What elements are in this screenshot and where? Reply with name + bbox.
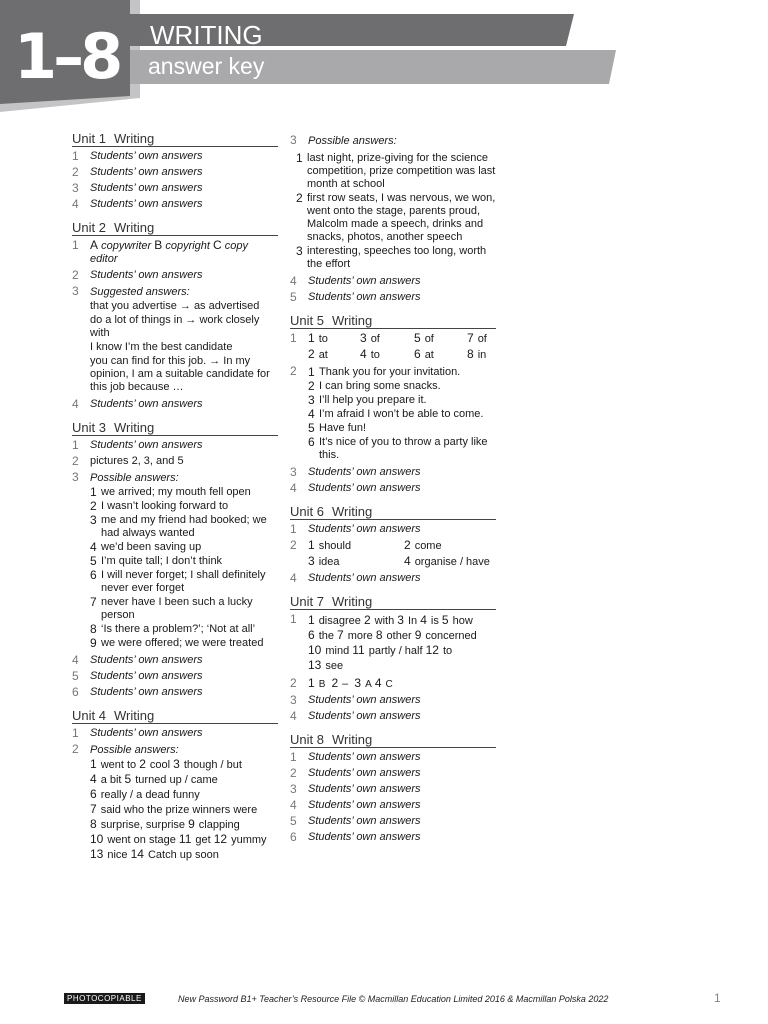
item-number: 6 <box>72 685 79 699</box>
unit-heading <box>290 595 496 610</box>
unit-6 <box>290 505 496 585</box>
item-text: Students’ own answers <box>90 182 203 194</box>
item-text: Suggested answers: that you advertise → as advertised do a lot of things in → work closely with I know I’m the best candidate you can find for this job. → In my opinion, I am a suitable candidate for this job because … <box>90 286 270 393</box>
unit-title: Unit 7 <box>290 594 324 609</box>
sub-answer: 6 I will never forget; I shall definitely never ever forget <box>90 568 266 594</box>
unit-heading <box>72 709 278 724</box>
answer-grid: 1 should 2 come 3 idea 4 organise / have <box>308 538 490 568</box>
item-number: 1 <box>290 750 297 764</box>
item-number: 1 <box>72 149 79 163</box>
answer-item <box>72 439 278 452</box>
unit-title: Unit 1 <box>72 131 106 146</box>
unit-3 <box>72 421 278 699</box>
sub-answer: 3 I’ll help you prepare it. <box>308 393 427 407</box>
sub-answer: 2 I wasn’t looking forward to <box>90 499 229 513</box>
sub-answer: 6 It’s nice of you to throw a party like this. <box>308 435 488 461</box>
unit-1 <box>72 132 278 211</box>
item-number: 2 <box>72 454 79 468</box>
sub-answer: 1 Thank you for your invitation. <box>308 365 461 379</box>
answer-item <box>72 285 278 395</box>
item-text: Possible answers: <box>308 135 397 147</box>
answer-line: 13 nice 14 Catch up soon <box>90 847 219 861</box>
item-number: 1 <box>72 238 79 252</box>
item-text: pictures 2, 3, and 5 <box>90 455 184 467</box>
sub-answer: 5 I’m quite tall; I don’t think <box>90 554 223 568</box>
answer-item <box>290 751 496 764</box>
right-column <box>290 134 496 854</box>
unit-section: Writing <box>113 708 155 723</box>
sub-answer: 9 we were offered; we were treated <box>90 636 264 650</box>
answer-item <box>290 815 496 828</box>
unit-title: Unit 6 <box>290 504 324 519</box>
item-text: Students’ own answers <box>308 831 421 843</box>
answer-grid: 1 to 3 of 5 of 7 of 2 at 4 to 6 at 8 in <box>308 331 487 361</box>
item-text <box>308 365 496 463</box>
item-text: Students’ own answers <box>308 523 421 535</box>
answer-line: 7 said who the prize winners were <box>90 802 258 816</box>
item-number: 2 <box>290 538 297 552</box>
sub-answer: 3 interesting, speeches too long, worth the effort <box>296 244 487 270</box>
unit-range: 1–8 <box>14 20 120 93</box>
answer-item <box>290 677 496 691</box>
item-number: 5 <box>290 290 297 304</box>
answer-item <box>290 613 496 674</box>
answer-item <box>72 654 278 667</box>
item-text: Students’ own answers <box>90 150 203 162</box>
item-number: 3 <box>290 782 297 796</box>
unit-heading <box>72 132 278 147</box>
item-text: A copywriter B copyright C copy editor <box>90 238 249 265</box>
item-text: Students’ own answers <box>90 198 203 210</box>
answer-item <box>72 398 278 411</box>
unit-section: Writing <box>113 131 155 146</box>
sub-answer: 8 ‘Is there a problem?’; ‘Not at all’ <box>90 622 256 636</box>
item-text: Students’ own answers <box>90 686 203 698</box>
item-number: 4 <box>72 197 79 211</box>
unit-section: Writing <box>331 504 373 519</box>
unit-section: Writing <box>331 313 373 328</box>
item-number: 2 <box>72 165 79 179</box>
item-text: Possible answers: 1 went to 2 cool 3 though / but 4 a bit 5 turned up / came 6 really / a dead funny 7 said who the prize winners were 8 surprise, surprise 9 clapping 10 went on stage 11 get 12 yummy 13 nice 14 Catch up soon <box>90 743 278 863</box>
item-number: 4 <box>72 397 79 411</box>
item-text: Students’ own answers <box>308 751 421 763</box>
unit-7 <box>290 595 496 723</box>
item-number: 4 <box>290 798 297 812</box>
answer-item <box>72 269 278 282</box>
item-number: 4 <box>290 481 297 495</box>
unit-2 <box>72 221 278 411</box>
answer-item <box>290 365 496 463</box>
answer-line: 8 surprise, surprise 9 clapping <box>90 817 240 831</box>
sub-answer: 4 we’d been saving up <box>90 540 202 554</box>
answer-line: 1 disagree 2 with 3 In 4 is 5 how <box>308 613 473 627</box>
answer-item <box>290 275 496 288</box>
item-text: Students’ own answers <box>90 439 203 451</box>
unit-title: Unit 8 <box>290 732 324 747</box>
answer-item <box>290 482 496 495</box>
item-text: Students’ own answers <box>308 694 421 706</box>
item-number: 3 <box>72 181 79 195</box>
item-text: Students’ own answers <box>308 482 421 494</box>
sub-answer: 1 we arrived; my mouth fell open <box>90 485 251 499</box>
page-footer <box>64 993 724 1007</box>
unit-heading <box>290 505 496 520</box>
answer-line: 10 went on stage 11 get 12 yummy <box>90 832 267 846</box>
answer-line: 1 went to 2 cool 3 though / but <box>90 757 242 771</box>
sub-answer: 7 never have I been such a lucky person <box>90 595 253 621</box>
unit-heading <box>72 221 278 236</box>
item-number: 5 <box>290 814 297 828</box>
answer-line: 4 a bit 5 turned up / came <box>90 772 218 786</box>
item-text: Students’ own answers <box>90 727 203 739</box>
sub-answer: 5 Have fun! <box>308 421 367 435</box>
sub-answer: 4 I’m afraid I won’t be able to come. <box>308 407 484 421</box>
item-text <box>308 613 496 674</box>
unit-heading <box>290 314 496 329</box>
unit-4-continued <box>290 134 496 304</box>
answer-line: 6 really / a dead funny <box>90 787 200 801</box>
answer-item <box>290 710 496 723</box>
item-text: Students’ own answers <box>90 166 203 178</box>
answer-item <box>290 539 496 569</box>
item-text: Students’ own answers <box>308 710 421 722</box>
item-text: Students’ own answers <box>308 466 421 478</box>
item-number: 5 <box>72 669 79 683</box>
copyright-credit: New Password B1+ Teacher’s Resource File © Macmillan Education Limited 2016 & Macmillan Polska 2022 <box>178 994 609 1004</box>
answer-line: 13 see <box>308 658 344 672</box>
unit-title: Unit 2 <box>72 220 106 235</box>
item-number: 6 <box>290 830 297 844</box>
answer-item <box>72 471 278 651</box>
item-number: 1 <box>72 726 79 740</box>
answer-line: 10 mind 11 partly / half 12 to <box>308 643 453 657</box>
answer-item <box>72 150 278 163</box>
photocopiable-badge: PHOTOCOPIABLE <box>64 993 145 1004</box>
answer-item <box>72 670 278 683</box>
answer-item <box>72 198 278 211</box>
answer-item <box>290 134 496 149</box>
item-number: 4 <box>290 274 297 288</box>
item-text: Students’ own answers <box>308 815 421 827</box>
unit-5 <box>290 314 496 495</box>
item-number: 4 <box>290 571 297 585</box>
item-text: Students’ own answers <box>90 654 203 666</box>
unit-heading <box>290 733 496 748</box>
item-text: Students’ own answers <box>90 269 203 281</box>
answer-item <box>72 743 278 863</box>
sub-answer: 2 I can bring some snacks. <box>308 379 441 393</box>
answer-item <box>72 239 278 266</box>
item-number: 3 <box>72 470 79 484</box>
unit-8 <box>290 733 496 844</box>
item-text: Students’ own answers <box>308 799 421 811</box>
page-number: 1 <box>714 991 721 1005</box>
item-number: 2 <box>72 268 79 282</box>
item-text: Possible answers: 1 we arrived; my mouth fell open 2 I wasn’t looking forward to 3 me and my friend had booked; we had always wanted 4 we’d been saving up 5 I’m quite tall; I don’t think 6 I will never forget; I shall definitely never ever forget 7 never have I been such a lucky person 8 ‘Is there a problem?’; ‘Not at all’ 9 we were offered; we were treated <box>90 471 278 651</box>
item-number: 3 <box>290 693 297 707</box>
item-text: Students’ own answers <box>308 783 421 795</box>
sub-answer: 3 me and my friend had booked; we had always wanted <box>90 513 267 539</box>
unit-title: Unit 4 <box>72 708 106 723</box>
item-number: 1 <box>290 612 297 626</box>
item-text: Students’ own answers <box>308 291 421 303</box>
item-number: 3 <box>290 133 297 147</box>
item-text: Students’ own answers <box>308 572 421 584</box>
unit-title: Unit 3 <box>72 420 106 435</box>
unit-4 <box>72 709 278 863</box>
answer-item <box>290 831 496 844</box>
answer-item <box>290 694 496 707</box>
item-number: 4 <box>72 653 79 667</box>
answer-item <box>72 182 278 195</box>
page-subtitle: answer key <box>148 53 265 79</box>
answer-item <box>290 466 496 479</box>
answer-item <box>72 686 278 699</box>
unit-title: Unit 5 <box>290 313 324 328</box>
item-number: 2 <box>290 364 297 378</box>
unit-section: Writing <box>113 420 155 435</box>
answer-item <box>290 799 496 812</box>
unit-section: Writing <box>331 732 373 747</box>
answer-item <box>290 767 496 780</box>
item-number: 3 <box>72 284 79 298</box>
item-number: 4 <box>290 709 297 723</box>
item-number: 2 <box>290 676 297 690</box>
answer-item <box>290 523 496 536</box>
item-text: Students’ own answers <box>308 275 421 287</box>
answer-item <box>290 291 496 304</box>
item-number: 1 <box>290 331 297 345</box>
item-number: 2 <box>72 742 79 756</box>
item-number: 1 <box>290 522 297 536</box>
item-text: Students’ own answers <box>308 767 421 779</box>
item-text: Students’ own answers <box>90 398 203 410</box>
answer-item <box>72 727 278 740</box>
unit-section: Writing <box>113 220 155 235</box>
answer-item <box>290 783 496 796</box>
item-number: 1 <box>72 438 79 452</box>
sub-answer: 2 first row seats, I was nervous, we won, went onto the stage, parents proud, Malcolm made a speech, drinks and snacks, photos, another speech <box>296 191 496 243</box>
sub-answer: 1 last night, prize-giving for the science competition, prize competition was last month at school <box>296 151 496 190</box>
answer-item <box>290 572 496 585</box>
item-number: 3 <box>290 465 297 479</box>
page-title: WRITING <box>150 20 263 50</box>
page-header <box>0 0 768 112</box>
unit-heading <box>72 421 278 436</box>
unit-section: Writing <box>331 594 373 609</box>
answer-line: 6 the 7 more 8 other 9 concerned <box>308 628 477 642</box>
left-column <box>72 130 278 873</box>
answer-item <box>72 166 278 179</box>
answer-item <box>72 455 278 468</box>
answer-item <box>290 332 496 362</box>
item-text: 1 B 2 – 3 A 4 C <box>308 676 393 690</box>
item-text: Students’ own answers <box>90 670 203 682</box>
item-number: 2 <box>290 766 297 780</box>
